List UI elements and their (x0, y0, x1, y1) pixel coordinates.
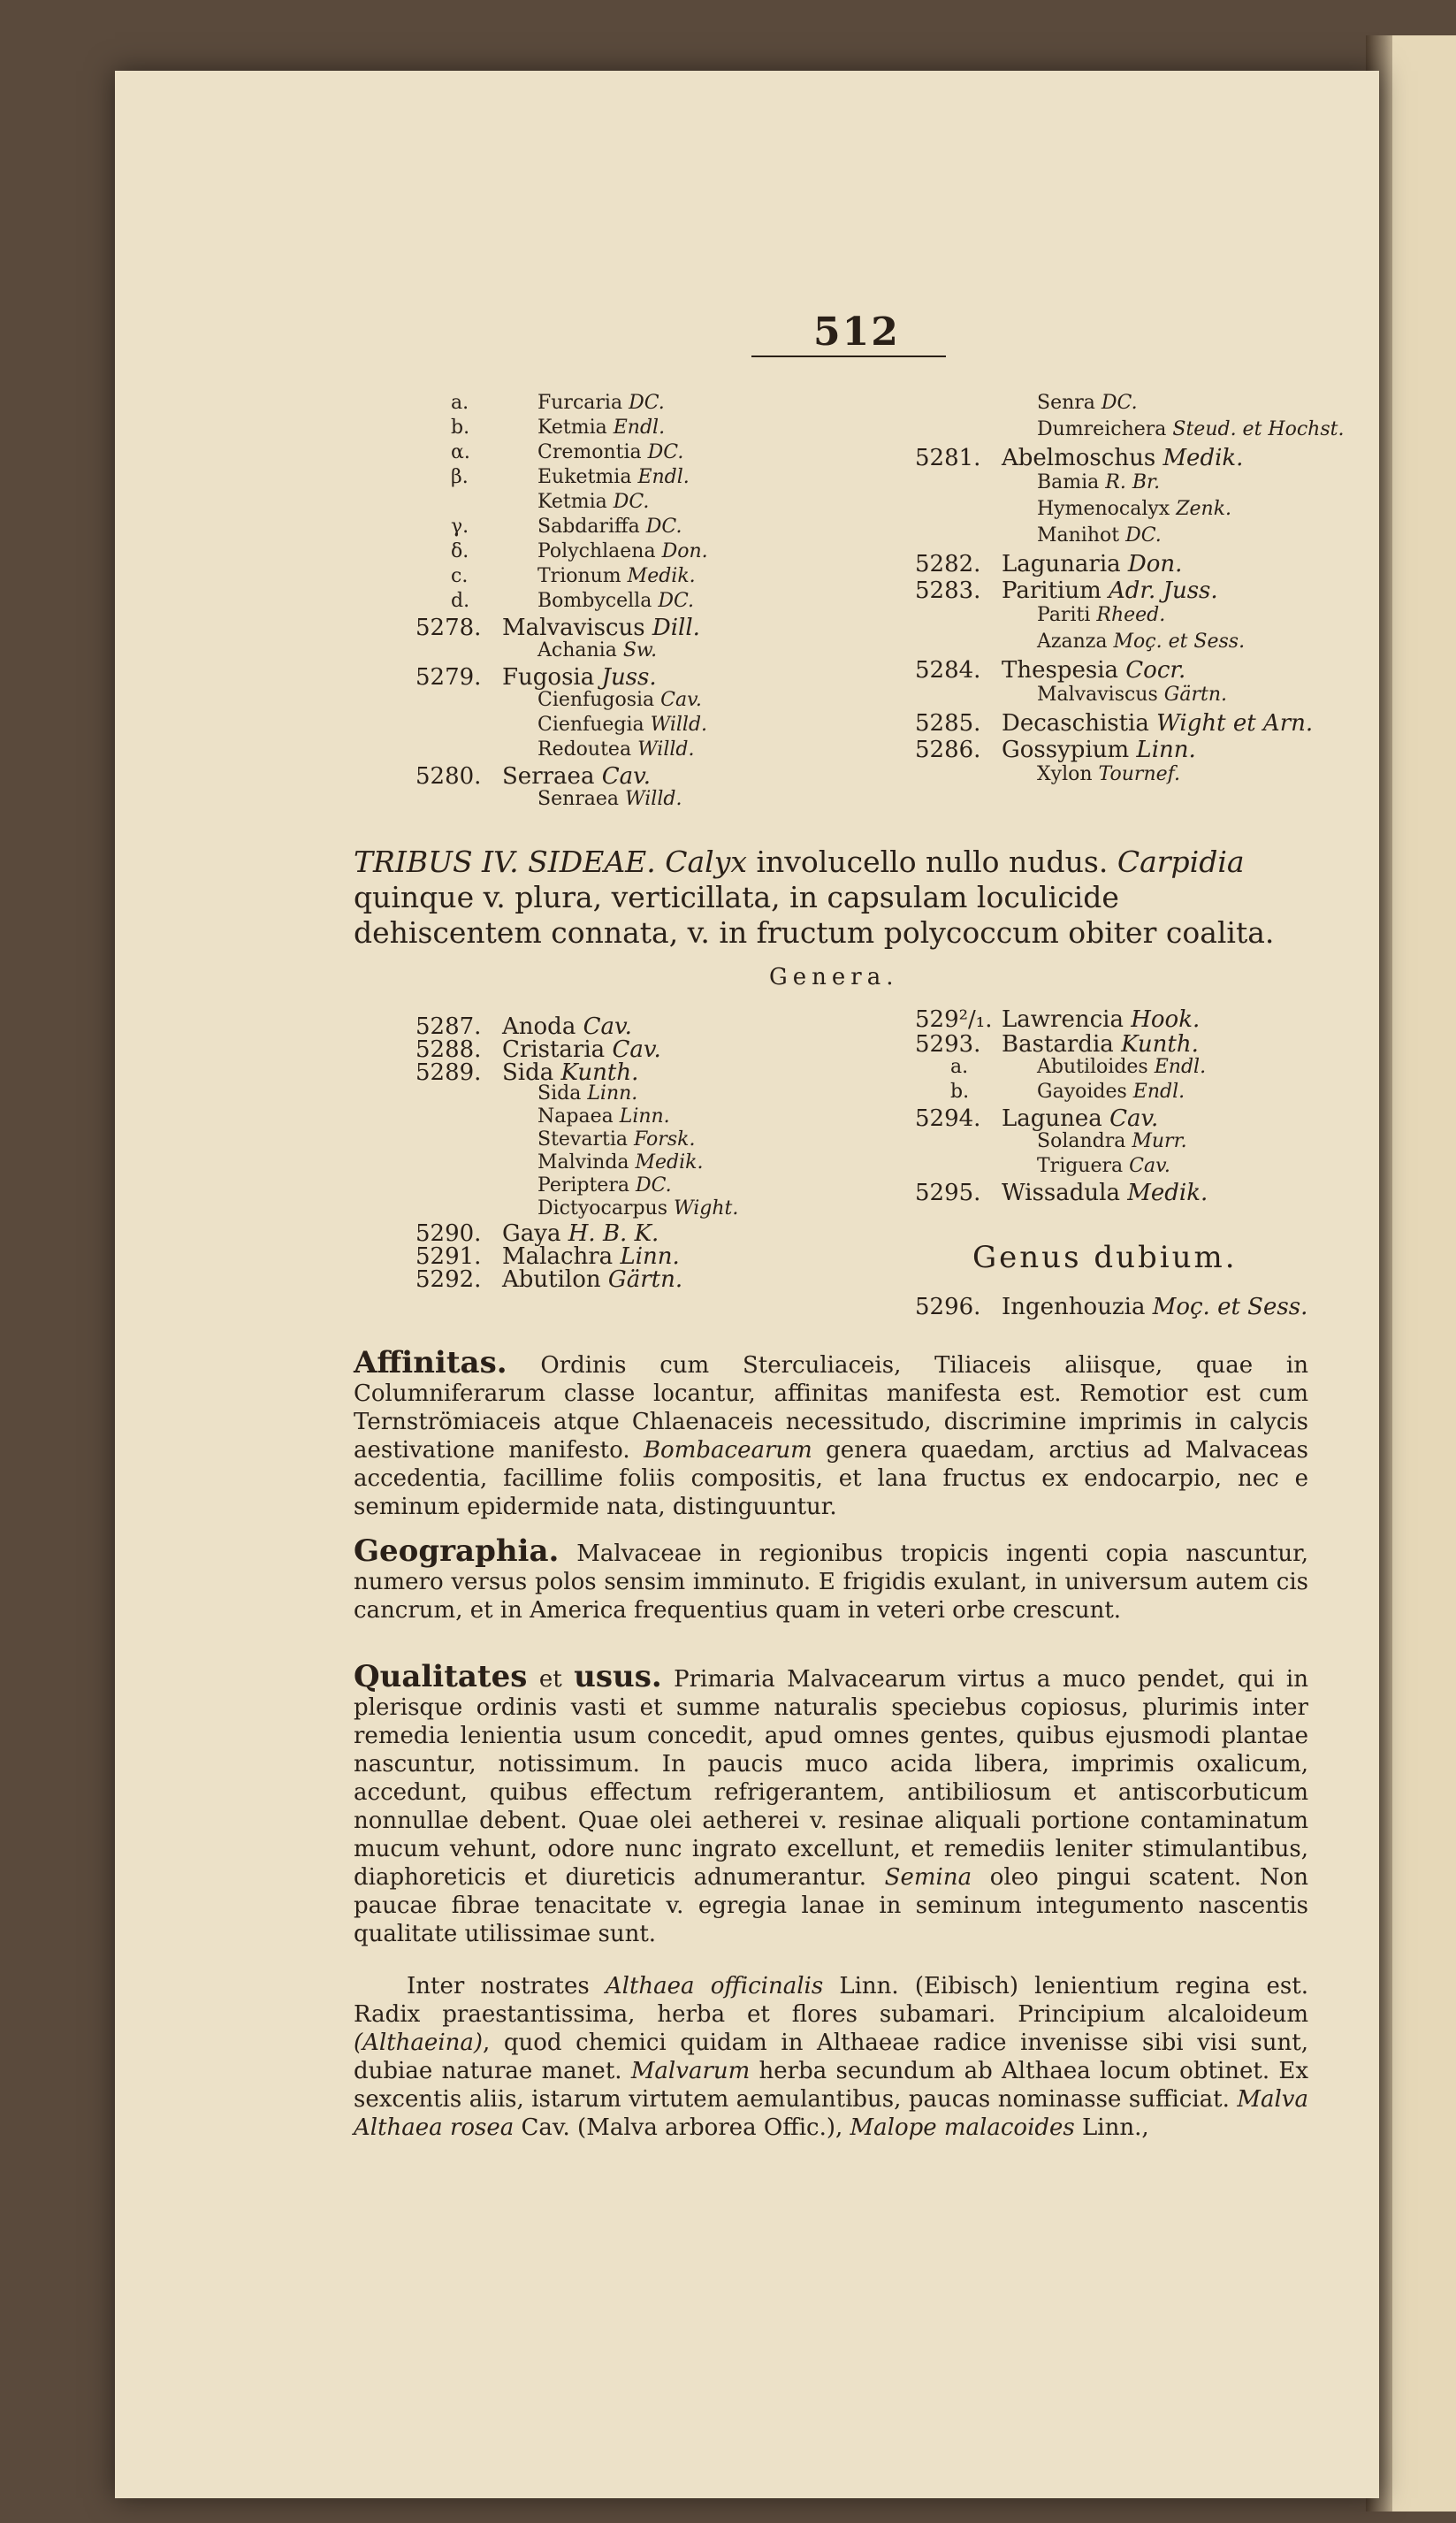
item-author: Moç. et Sess. (1152, 1294, 1308, 1320)
genus-number: 5286. (915, 737, 981, 763)
qualitates-text-2: oleo pingui scatent. Non paucae fibrae tenacitate v. egregia lanae in seminum integumento nascentis qualitate utilissimae sunt. (354, 1864, 1309, 1947)
genus-author: Adr. Juss. (1109, 577, 1218, 604)
inter-text-2: Linn. (Eibisch) lenientium regina est. Radix praestantissima, herba et flores subamari. Principium alcaloideum (354, 1973, 1308, 2028)
page-number: 512 (813, 310, 900, 355)
genus-number: 5295. (915, 1180, 981, 1206)
genus-name: Periptera (537, 1174, 629, 1197)
genus-row (415, 443, 683, 463)
item-num: 5296. (915, 1294, 981, 1320)
header-rule (751, 356, 946, 357)
genus-row (915, 1082, 1185, 1102)
genus-name: Polychlaena (537, 540, 656, 562)
genus-name: Thespesia (1002, 657, 1119, 684)
genus-name: Gossypium (1002, 737, 1130, 763)
genus-author: Cav. (1109, 1105, 1159, 1132)
genus-name: Bombycella (537, 590, 652, 612)
genus-author: Kunth. (560, 1059, 639, 1086)
genus-number: 5282. (915, 551, 981, 577)
tribus-title: TRIBUS IV. SIDEAE. (354, 845, 656, 879)
genus-author: Endl. (1154, 1056, 1207, 1078)
genus-author: Don. (1127, 551, 1183, 577)
genus-name: Stevartia (537, 1128, 628, 1151)
genus-author: Cav. (1129, 1155, 1170, 1177)
genus-number: β. (451, 466, 469, 488)
qualitates-heading: Qualitates (354, 1659, 528, 1694)
genus-row (415, 418, 665, 438)
inter-text-5: Cav. (Malva arborea Offic.), (514, 2114, 850, 2141)
tribus-description (354, 845, 1308, 951)
genus-name: Senraea (537, 788, 620, 810)
genus-row (415, 1176, 672, 1196)
genus-author: Rheed. (1096, 604, 1166, 626)
genus-author: Zenk. (1176, 498, 1232, 520)
genus-author: DC. (658, 590, 695, 612)
genus-row (415, 666, 657, 689)
genus-row (915, 553, 1182, 576)
genus-author: Medik. (1127, 1180, 1208, 1206)
althaeina-term: (Althaeina) (354, 2030, 484, 2056)
genus-name: Bamia (1037, 471, 1100, 493)
genus-author: Endl. (1132, 1081, 1185, 1103)
inter-text-1: Inter nostrates (407, 1973, 606, 1999)
genus-name: Dictyocarpus (537, 1197, 668, 1219)
genus-name: Xylon (1037, 763, 1093, 785)
genus-name: Lagunea (1002, 1105, 1102, 1132)
genus-row (415, 1107, 670, 1127)
genus-number: 5283. (915, 577, 981, 604)
genus-name: Trionum (537, 565, 621, 587)
genus-number: γ. (451, 516, 469, 538)
genus-author: Cocr. (1125, 657, 1186, 684)
genus-author: H. B. K. (568, 1220, 659, 1247)
genus-number: a. (950, 1056, 969, 1078)
genus-author: Wight et Arn. (1156, 710, 1314, 737)
genus-author: Endl. (637, 466, 690, 488)
geographia-text: Malvaceae in regionibus tropicis ingenti copia nascuntur, numero versus polos sensim imminuto. E frigidis exulant, in universum autem cis cancrum, et in America frequentius quam in veteri orbe crescunt. (354, 1541, 1308, 1624)
affinitas-paragraph (354, 1345, 1308, 1521)
genus-row (415, 394, 665, 413)
genus-name: Azanza (1037, 631, 1108, 653)
genus-author: Medik. (627, 565, 696, 587)
genus-number: 5281. (915, 445, 981, 471)
genus-row (915, 659, 1185, 682)
genus-dubium-item (915, 1296, 1307, 1319)
genus-name: Furcaria (537, 392, 623, 414)
genus-author: Tournef. (1098, 763, 1180, 785)
genus-row (915, 765, 1180, 784)
genus-row (415, 1015, 632, 1038)
genus-name: Sida (537, 1082, 582, 1105)
genus-author: Dill. (652, 615, 700, 641)
genus-number: 5278. (415, 615, 482, 641)
genus-name: Abelmoschus (1002, 445, 1156, 471)
genus-row (415, 517, 682, 537)
genus-row (415, 715, 707, 735)
genus-name: Malvaviscus (1037, 684, 1158, 706)
genus-row (915, 1008, 1200, 1031)
genus-name: Bastardia (1002, 1031, 1114, 1058)
genus-number: d. (451, 590, 470, 612)
genus-row (915, 1033, 1199, 1056)
genus-row (415, 740, 694, 760)
genus-author: Cav. (583, 1013, 632, 1040)
genus-author: Linn. (619, 1105, 670, 1128)
genus-number: 5293. (915, 1031, 981, 1058)
genus-author: DC. (1101, 392, 1138, 414)
malva-term: Malva (1237, 2086, 1308, 2113)
genus-number: 5280. (415, 763, 482, 790)
bombacearum-term: Bombacearum (643, 1437, 812, 1464)
genus-author: Steud. et Hochst. (1172, 418, 1345, 440)
genus-row (915, 420, 1344, 440)
genus-name: Anoda (502, 1013, 576, 1040)
genus-row (415, 493, 649, 512)
affinitas-heading: Affinitas. (354, 1345, 507, 1380)
geographia-paragraph (354, 1533, 1308, 1625)
genus-name: Senra (1037, 392, 1095, 414)
genus-row (415, 592, 694, 611)
calyx-term: Calyx (665, 845, 747, 879)
genus-author: Cav. (612, 1036, 661, 1063)
genus-name: Gayoides (1037, 1081, 1127, 1103)
genus-author: Willd. (637, 738, 695, 761)
genus-row (415, 1268, 682, 1291)
genus-author: Juss. (601, 664, 657, 691)
genus-author: Forsk. (634, 1128, 696, 1151)
genus-name: Abutilon (502, 1266, 601, 1293)
genus-row (915, 1181, 1208, 1204)
genus-author: DC. (1125, 524, 1162, 547)
genus-number: α. (451, 441, 470, 463)
genus-row (415, 1061, 638, 1084)
genus-name: Abutiloides (1037, 1056, 1148, 1078)
genera-heading: Genera. (769, 964, 899, 990)
genus-number: 5291. (415, 1243, 482, 1270)
genus-name: Ketmia (537, 491, 607, 513)
genus-author: Endl. (613, 417, 666, 439)
genus-name: Solandra (1037, 1130, 1126, 1152)
inter-text-4: herba secundum ab Althaea locum obtinet. Ex sexcentis aliis, istarum virtutem aemulantibus, paucas nominasse sufficiat. (354, 2058, 1308, 2113)
genus-name: Malvaviscus (502, 615, 645, 641)
genus-author: Cav. (601, 763, 651, 790)
genus-row (415, 567, 696, 586)
genus-name: Redoutea (537, 738, 632, 761)
genus-row (915, 606, 1165, 625)
tribus-text-1: involucello nullo nudus. (746, 845, 1117, 879)
genus-number: 5294. (915, 1105, 981, 1132)
genus-name: Pariti (1037, 604, 1091, 626)
genus-author: Don. (661, 540, 708, 562)
genus-number: c. (451, 565, 469, 587)
genus-author: Medik. (635, 1151, 704, 1174)
genus-row (415, 1222, 659, 1245)
genus-number: 5279. (415, 664, 482, 691)
genus-name: Decaschistia (1002, 710, 1149, 737)
geographia-heading: Geographia. (354, 1533, 560, 1569)
genus-row (415, 691, 702, 710)
genus-number: b. (451, 417, 470, 439)
genus-name: Cristaria (502, 1036, 606, 1063)
genus-author: Linn. (587, 1082, 638, 1105)
genus-author: Sw. (622, 639, 658, 661)
qualitates-paragraph (354, 1659, 1309, 1948)
carpidia-term: Carpidia (1117, 845, 1245, 879)
genus-name: Fugosia (502, 664, 595, 691)
genus-number: 5284. (915, 657, 981, 684)
genus-dubium-heading: Genus dubium. (972, 1240, 1238, 1275)
genus-row (415, 1038, 661, 1061)
genus-name: Triguera (1037, 1155, 1124, 1177)
genus-row (915, 685, 1227, 705)
genus-row (415, 1130, 695, 1150)
althaea-rosea: Althaea rosea (354, 2114, 515, 2141)
genus-row (415, 468, 690, 487)
genus-row (415, 641, 657, 661)
genus-row (415, 1245, 680, 1268)
affinitas-text-2: genera quaedam, arctius ad Malvaceas accedentia, facillime foliis compositis, et lana fructus ex endocarpio, nec e seminum epidermide nata, distinguuntur. (354, 1437, 1308, 1520)
genus-name: Serraea (502, 763, 595, 790)
genus-name: Paritium (1002, 577, 1102, 604)
genus-author: DC. (645, 516, 682, 538)
genus-number: 5292. (415, 1266, 482, 1293)
genus-author: Gärtn. (607, 1266, 683, 1293)
inter-nostrates-paragraph (354, 1972, 1308, 2142)
genus-row (915, 394, 1138, 413)
usus-heading: usus. (574, 1659, 662, 1694)
genus-author: Moç. et Sess. (1113, 631, 1246, 653)
genus-name: Hymenocalyx (1037, 498, 1170, 520)
inter-text-3: , quod chemici quidam in Althaeae radice invenisse sibi visi sunt, dubiae naturae manet. (354, 2030, 1308, 2084)
genus-row (415, 765, 651, 788)
genus-number: δ. (451, 540, 469, 562)
genus-row (915, 1132, 1187, 1151)
genus-author: DC. (635, 1174, 672, 1197)
genus-number: 529²/₁. (915, 1006, 993, 1033)
genus-author: Kunth. (1121, 1031, 1199, 1058)
genus-number: 5285. (915, 710, 981, 737)
genus-number: 5288. (415, 1036, 482, 1063)
genus-row (415, 1084, 637, 1104)
inter-text-6: Linn., (1074, 2114, 1149, 2141)
genus-number: b. (950, 1081, 970, 1103)
qualitates-text-1: Primaria Malvacearum virtus a muco pendet, qui in plerisque ordinis vasti et summe naturalis speciebus copiosus, plurimis inter remedia lenientia usum concedit, apud omnes gentes, quibus ejusmodi plantae nascuntur, notissimum. In paucis muco acida libera, imprimis oxalicum, accedunt, quibus effectum refrigerantem, antibiliosum et antiscorbuticum nonnullae debent. Quae olei aetherei v. resinae aliquali portione contaminatum mucum vehunt, odore nunc ingrato excellunt, et remediis leniter stimulantibus, diaphoreticis et diureticis adnumerantur. (354, 1666, 1308, 1891)
genus-author: DC. (647, 441, 684, 463)
genus-row (915, 1157, 1170, 1176)
genus-row (915, 500, 1231, 519)
malope-malacoides: Malope malacoides (850, 2114, 1075, 2141)
genus-number: 5289. (415, 1059, 482, 1086)
tribus-text-2: quinque v. plura, verticillata, in capsulam loculicide dehiscentem connata, v. in fructum polycoccum obiter coalita. (354, 880, 1275, 950)
genus-name: Lawrencia (1002, 1006, 1124, 1033)
genus-name: Sabdariffa (537, 516, 640, 538)
genus-row (915, 1058, 1206, 1077)
genus-author: Linn. (620, 1243, 680, 1270)
genus-row (415, 616, 700, 639)
semina-term: Semina (884, 1864, 972, 1891)
genus-author: Gärtn. (1163, 684, 1227, 706)
malvarum-term: Malvarum (630, 2058, 751, 2084)
genus-author: DC. (629, 392, 665, 414)
genus-name: Wissadula (1002, 1180, 1120, 1206)
genus-author: Wight. (674, 1197, 739, 1219)
genus-row (415, 790, 682, 809)
genus-name: Lagunaria (1002, 551, 1121, 577)
genus-name: Manihot (1037, 524, 1120, 547)
genus-author: Willd. (650, 714, 708, 736)
genus-author: Medik. (1163, 445, 1244, 471)
genus-author: Cav. (660, 689, 702, 711)
genus-name: Ketmia (537, 417, 607, 439)
genus-name: Achania (537, 639, 617, 661)
genus-number: 5287. (415, 1013, 482, 1040)
qualitates-et: et (527, 1666, 575, 1693)
genus-name: Malvinda (537, 1151, 629, 1174)
genus-author: Willd. (625, 788, 682, 810)
genus-row (915, 447, 1243, 470)
genus-name: Malachra (502, 1243, 614, 1270)
genus-author: Hook. (1131, 1006, 1201, 1033)
genus-name: Cienfuegia (537, 714, 644, 736)
genus-name: Cienfugosia (537, 689, 655, 711)
genus-name: Dumreichera (1037, 418, 1167, 440)
genus-author: Murr. (1132, 1130, 1187, 1152)
genus-row (415, 1153, 704, 1173)
affinitas-text-1: Ordinis cum Sterculiaceis, Tiliaceis aliisque, quae in Columniferarum classe locantur, affinitas manifesta est. Remotior est cum Ternströmiaceis atque Chlaenaceis necessitudo, discrimine imprimis in calycis aestivatione manifesto. (354, 1352, 1308, 1464)
genus-row (915, 738, 1196, 761)
genus-row (915, 712, 1313, 735)
althaea-officinalis: Althaea officinalis (605, 1973, 824, 1999)
genus-name: Cremontia (537, 441, 642, 463)
genus-row (915, 473, 1160, 493)
genus-number: 5290. (415, 1220, 482, 1247)
genus-name: Euketmia (537, 466, 632, 488)
genus-row (915, 526, 1162, 546)
genus-name: Sida (502, 1059, 554, 1086)
genus-row (915, 632, 1245, 652)
genus-name: Gaya (502, 1220, 561, 1247)
genus-number: a. (451, 392, 469, 414)
genus-name: Napaea (537, 1105, 614, 1128)
genus-row (415, 542, 708, 562)
item-name: Ingenhouzia (1002, 1294, 1146, 1320)
genus-author: DC. (613, 491, 650, 513)
facing-page-edge (1392, 35, 1456, 2512)
genus-author: Linn. (1136, 737, 1196, 763)
genus-author: R. Br. (1105, 471, 1161, 493)
genus-row (915, 1107, 1158, 1130)
genus-row (915, 579, 1218, 602)
genus-row (415, 1199, 738, 1219)
